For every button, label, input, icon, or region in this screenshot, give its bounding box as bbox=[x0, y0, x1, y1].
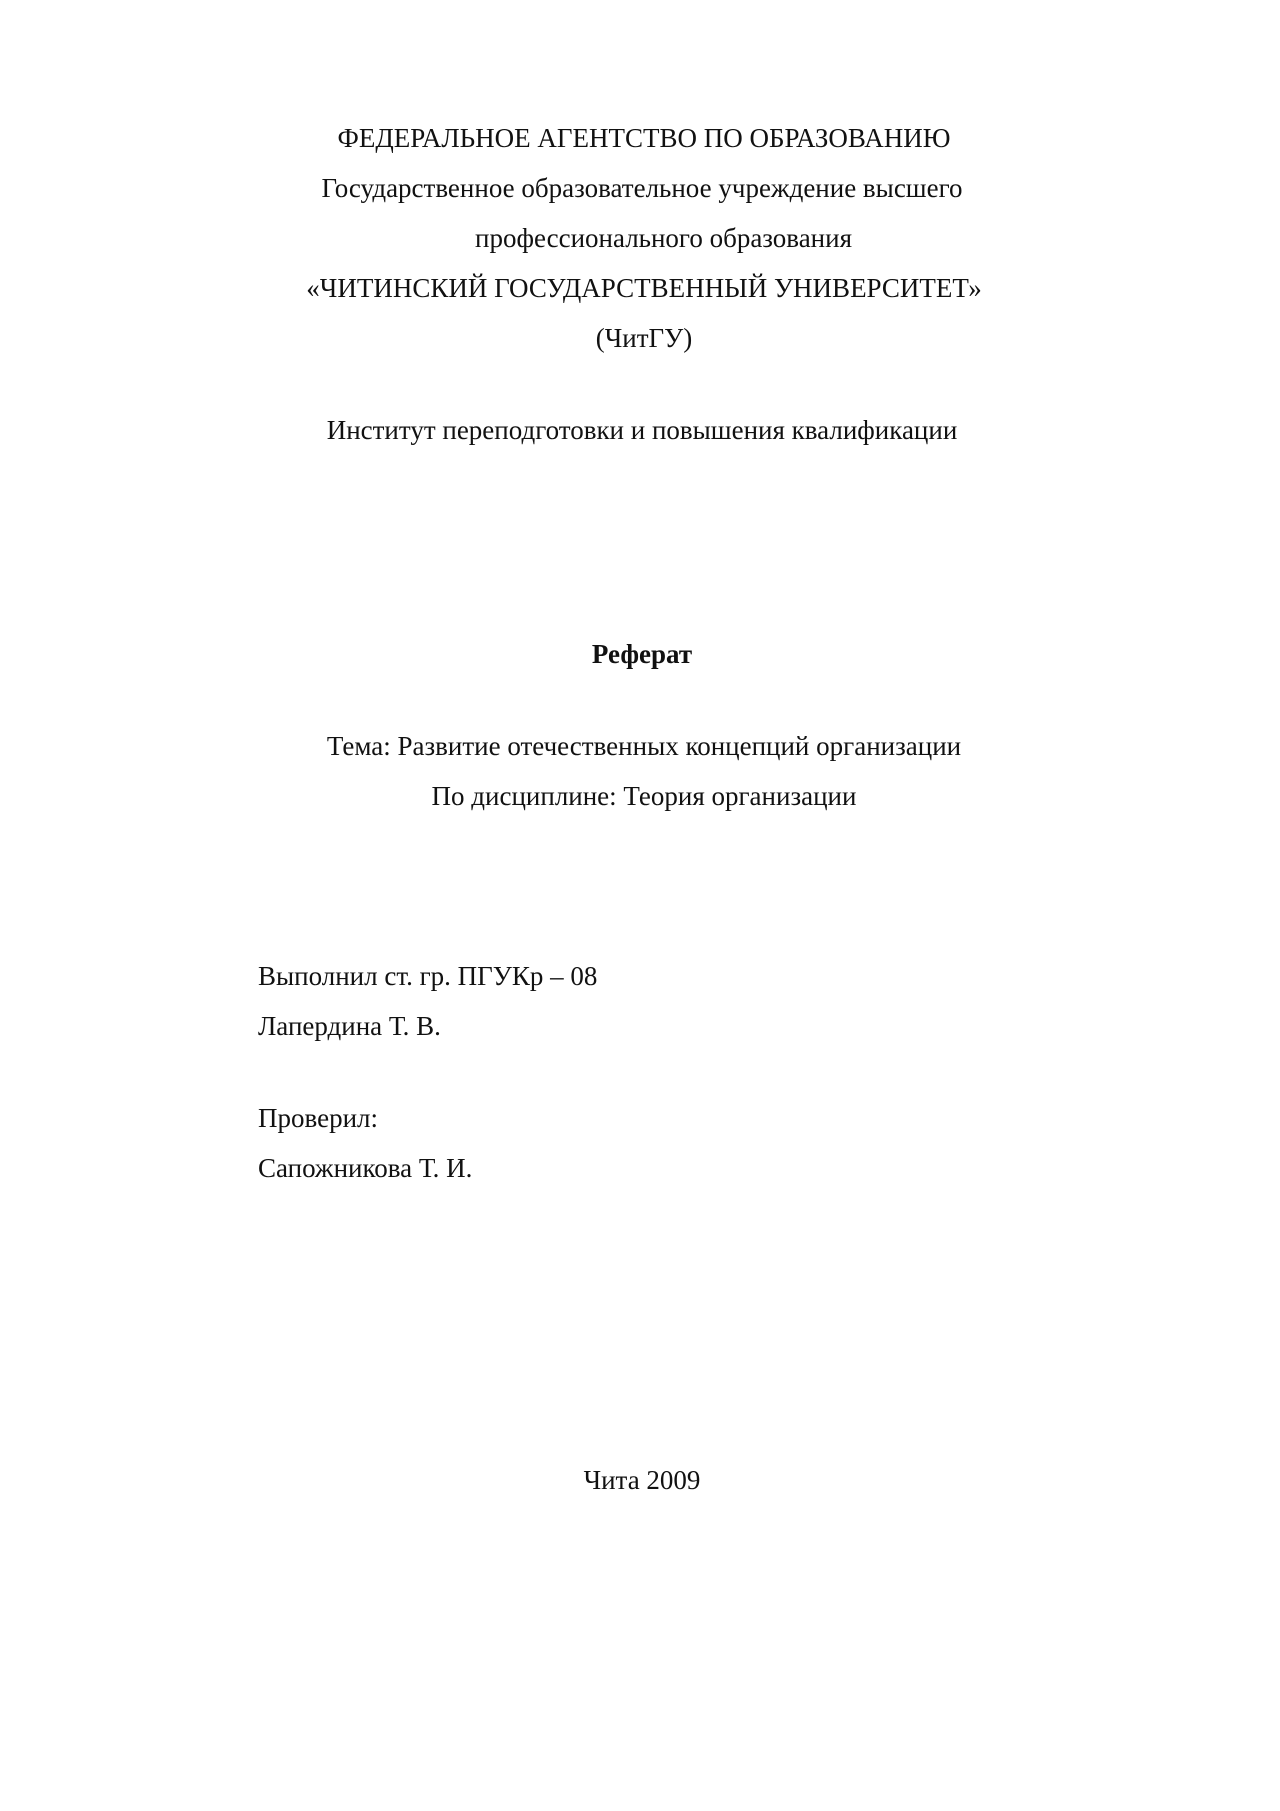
checked-by-label: Проверил: bbox=[258, 1103, 378, 1133]
agency-heading: ФЕДЕРАЛЬНОЕ АГЕНТСТВО ПО ОБРАЗОВАНИЮ bbox=[337, 123, 951, 153]
performed-by-label: Выполнил ст. гр. ПГУКр – 08 bbox=[258, 961, 598, 991]
teacher-name: Сапожникова Т. И. bbox=[258, 1153, 473, 1183]
student-name: Лапердина Т. В. bbox=[258, 1011, 441, 1041]
city-year: Чита 2009 bbox=[583, 1465, 701, 1495]
topic-line: Тема: Развитие отечественных концепций организации bbox=[326, 731, 962, 761]
university-name: «ЧИТИНСКИЙ ГОСУДАРСТВЕННЫЙ УНИВЕРСИТЕТ» bbox=[306, 273, 982, 303]
document-type-title: Реферат bbox=[591, 639, 693, 669]
university-abbreviation: (ЧитГУ) bbox=[595, 323, 693, 353]
institution-line-2: профессионального образования bbox=[475, 223, 852, 253]
institute-name: Институт переподготовки и повышения квалификации bbox=[326, 415, 958, 445]
discipline-line: По дисциплине: Теория организации bbox=[431, 781, 857, 811]
institution-line-1: Государственное образовательное учреждение высшего bbox=[321, 173, 963, 203]
